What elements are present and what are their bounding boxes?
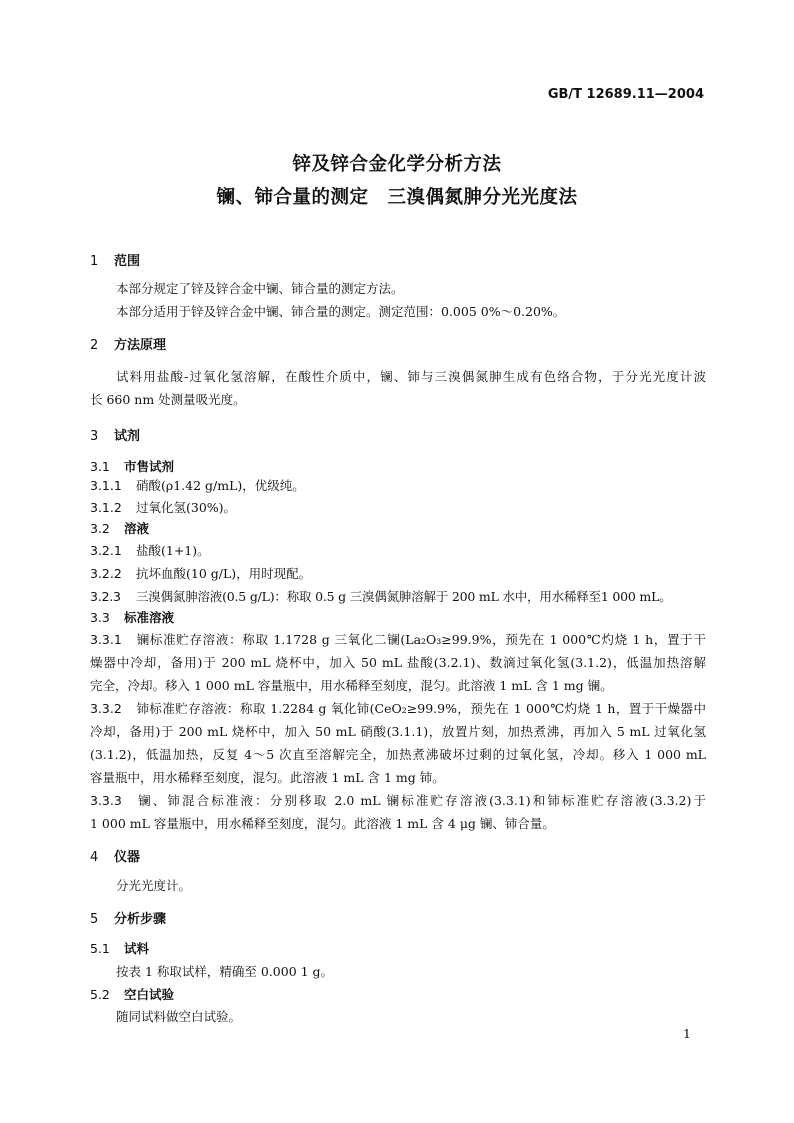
subsection-5-2-heading — [90, 985, 174, 1003]
subsection-number: 5.1 — [90, 941, 110, 956]
section-4-heading — [90, 846, 140, 865]
clause-3-3-1-line3: 完全，冷却。移入 1 000 mL 容量瓶中，用水稀释至刻度，混匀。此溶液 1 mL 含 1 mg 镧。 — [90, 678, 613, 693]
paragraph: 试料用盐酸-过氧化氢溶解，在酸性介质中，镧、铈与三溴偶氮胂生成有色络合物，于分光光度计波 — [116, 369, 706, 384]
section-number: 5 — [90, 912, 99, 927]
clause-text: 铈标准贮存溶液：称取 1.2284 g 氧化铈(CeO₂≥99.9%，预先在 1 000℃灼烧 1 h，置于干燥器中 — [136, 701, 706, 716]
clause-3-3-3-line2: 1 000 mL 容量瓶中，用水稀释至刻度，混匀。此溶液 1 mL 含 4 μg 镧、铈合量。 — [90, 816, 555, 831]
subsection-number: 5.2 — [90, 987, 110, 1002]
clause-3-3-1-line1 — [90, 630, 706, 648]
clause-3-3-2-line1 — [90, 699, 706, 717]
section-5-heading — [90, 908, 166, 927]
subsection-5-1-heading — [90, 939, 149, 957]
subsection-title: 试料 — [124, 941, 150, 956]
section-number: 4 — [90, 850, 99, 865]
paragraph: 按表 1 称取试样，精确至 0.000 1 g。 — [116, 964, 334, 979]
subsection-title: 溶液 — [124, 521, 150, 536]
subsection-3-1-heading — [90, 457, 174, 475]
clause-number: 3.2.2 — [90, 566, 122, 581]
clause-3-1-1 — [90, 476, 706, 494]
section-title: 方法原理 — [114, 338, 167, 353]
subsection-title: 市售试剂 — [124, 459, 175, 474]
section-3-heading — [90, 425, 140, 444]
clause-3-3-1-line2: 燥器中冷却，备用)于 200 mL 烧杯中，加入 50 mL 盐酸(3.2.1)、数滴过氧化氢(3.1.2)，低温加热溶解 — [90, 655, 706, 670]
clause-text: 镧标准贮存溶液：称取 1.1728 g 三氧化二镧(La₂O₃≥99.9%，预先在 1 000℃灼烧 1 h，置于干 — [136, 632, 706, 647]
clause-3-1-2 — [90, 498, 706, 516]
clause-number: 3.1.2 — [90, 500, 122, 515]
clause-3-3-2-line2: 冷却，备用)于 200 mL 烧杯中，加入 50 mL 硝酸(3.1.1)，放置片刻，加热煮沸，再加入 5 mL 过氧化氢 — [90, 724, 706, 739]
clause-3-3-3-line1 — [90, 791, 706, 809]
clause-text: 过氧化氢(30%)。 — [136, 500, 237, 515]
paragraph: 随同试料做空白试验。 — [116, 1009, 242, 1024]
clause-number: 3.2.3 — [90, 589, 121, 604]
section-number: 2 — [90, 338, 99, 353]
clause-3-2-1 — [90, 541, 706, 559]
subsection-number: 3.1 — [90, 459, 110, 474]
subsection-title: 空白试验 — [124, 987, 175, 1002]
clause-number: 3.3.3 — [90, 793, 122, 808]
clause-number: 3.3.2 — [90, 701, 122, 716]
clause-text: 镧、铈混合标准液：分别移取 2.0 mL 镧标准贮存溶液(3.3.1)和铈标准贮存溶液(3.3.2)于 — [136, 793, 706, 808]
paragraph: 分光光度计。 — [116, 878, 192, 893]
paragraph: 长 660 nm 处测量吸光度。 — [90, 392, 246, 407]
clause-3-3-2-line3: (3.1.2)，低温加热，反复 4～5 次直至溶解完全，加热煮沸破坏过剩的过氧化氢，冷却。移入 1 000 mL — [90, 747, 706, 762]
subsection-number: 3.3 — [90, 610, 110, 625]
section-title: 试剂 — [114, 429, 141, 444]
clause-text: 硝酸(ρ1.42 g/mL)，优级纯。 — [136, 478, 305, 493]
section-title: 分析步骤 — [114, 912, 167, 927]
section-1-heading — [90, 250, 140, 269]
subsection-title: 标准溶液 — [124, 610, 175, 625]
subsection-number: 3.2 — [90, 521, 110, 536]
document-title-line1: 锌及锌合金化学分析方法 — [292, 154, 502, 175]
page-number: 1 — [683, 1026, 691, 1041]
section-2-heading — [90, 334, 166, 353]
section-number: 3 — [90, 429, 99, 444]
clause-text: 抗坏血酸(10 g/L)，用时现配。 — [136, 566, 312, 581]
section-title: 范围 — [114, 254, 141, 269]
clause-3-2-2 — [90, 564, 706, 582]
document-title-line2: 镧、铈合量的测定 三溴偶氮胂分光光度法 — [216, 187, 578, 208]
clause-number: 3.3.1 — [90, 632, 122, 647]
subsection-3-3-heading — [90, 608, 174, 626]
clause-text: 三溴偶氮胂溶液(0.5 g/L)：称取 0.5 g 三溴偶氮胂溶解于 200 mL 水中，用水稀释至1 000 mL。 — [136, 589, 672, 604]
clause-text: 盐酸(1+1)。 — [136, 543, 210, 558]
clause-3-3-2-line4: 容量瓶中，用水稀释至刻度，混匀。此溶液 1 mL 含 1 mg 铈。 — [90, 770, 445, 785]
paragraph: 本部分适用于锌及锌合金中镧、铈合量的测定。测定范围：0.005 0%～0.20%。 — [116, 304, 566, 319]
clause-number: 3.2.1 — [90, 543, 122, 558]
clause-number: 3.1.1 — [90, 478, 122, 493]
section-number: 1 — [90, 254, 99, 269]
paragraph: 本部分规定了锌及锌合金中镧、铈合量的测定方法。 — [116, 281, 404, 296]
clause-3-2-3 — [90, 587, 706, 605]
standard-number: GB/T 12689.11—2004 — [547, 87, 704, 102]
subsection-3-2-heading — [90, 519, 149, 537]
section-title: 仪器 — [114, 850, 141, 865]
